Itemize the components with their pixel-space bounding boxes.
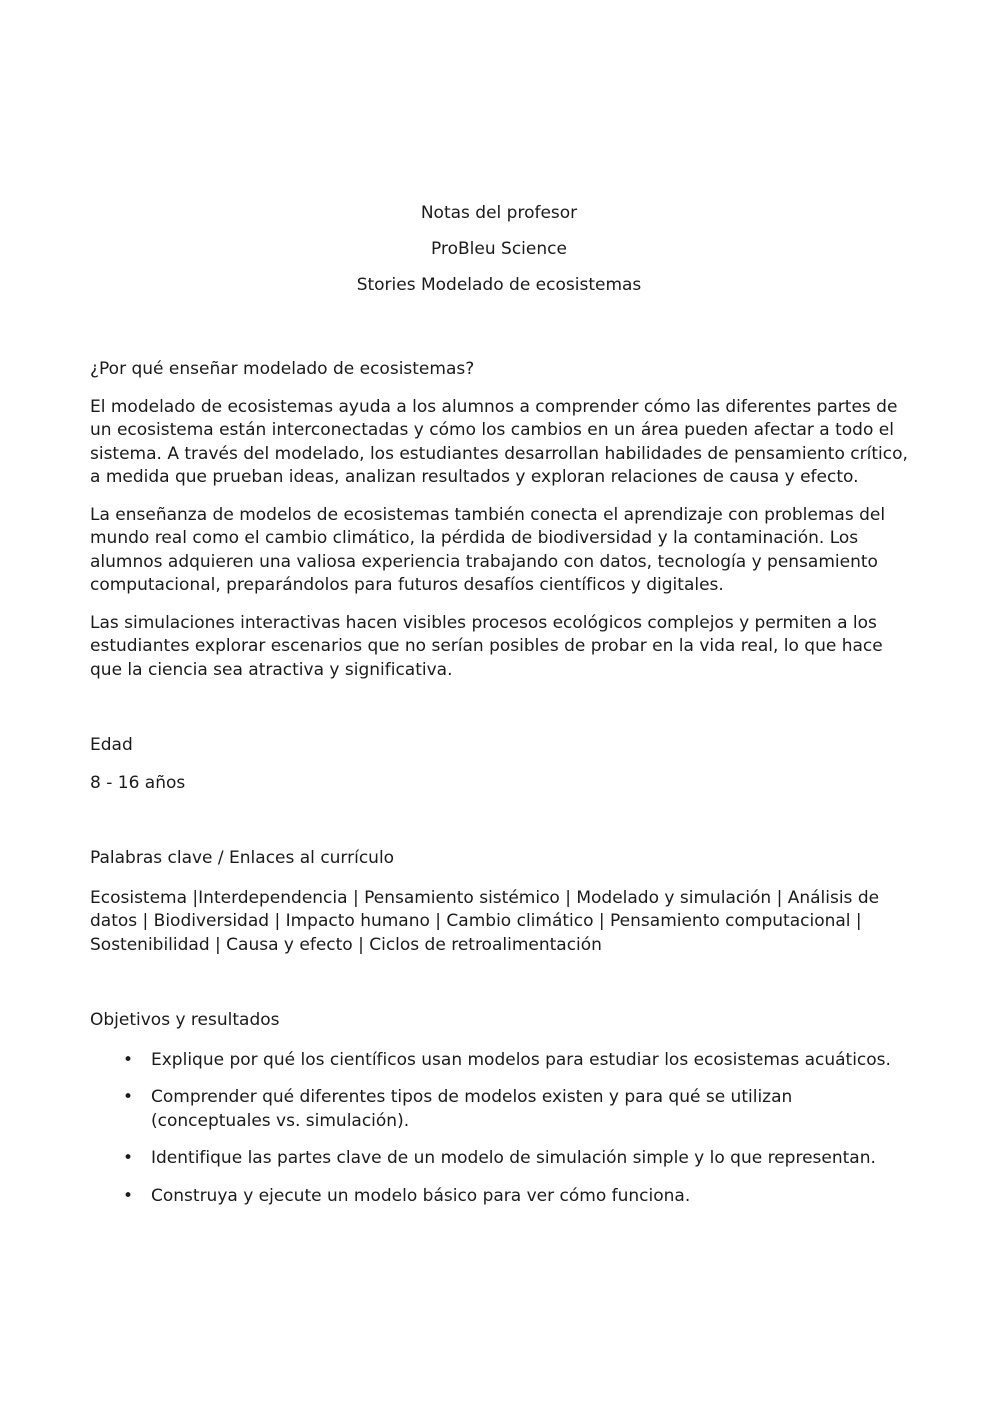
intro-paragraph-2: La enseñanza de modelos de ecosistemas también conecta el aprendizaje con problemas del mundo real como el cambio climático, la pérdida de biodiversidad y la contaminación. Los alumnos adquieren una valiosa experiencia trabajando con datos, tecnología y pensamiento computacional, preparándolos para futuros desafíos científicos y digitales.: [90, 504, 886, 595]
list-item: [90, 1086, 908, 1133]
keywords-heading: Palabras clave / Enlaces al currículo: [90, 848, 395, 868]
list-item: [90, 1049, 908, 1073]
header-line-brand: ProBleu Science: [431, 239, 567, 259]
objectives-list: [90, 1049, 908, 1209]
list-item: [90, 1185, 908, 1209]
header-line-subject: Stories Modelado de ecosistemas: [356, 275, 642, 295]
list-item-text: Construya y ejecute un modelo básico para ver cómo funciona.: [151, 1185, 691, 1206]
list-item-text: Identifique las partes clave de un modelo de simulación simple y lo que representan.: [151, 1148, 876, 1168]
list-item: [90, 1147, 908, 1171]
header-line-title: Notas del profesor: [420, 203, 578, 223]
bullet-icon: •: [123, 1087, 134, 1107]
intro-paragraph-1: El modelado de ecosistemas ayuda a los alumnos a comprender cómo las diferentes partes de un ecosistema están interconectadas y cómo los cambios en un área pueden afectar a todo el sistema. A través del modelado, los estudiantes desarrollan habilidades de pensamiento crítico, a medida que prueban ideas, analizan resultados y exploran relaciones de causa y efecto.: [90, 396, 908, 487]
age-value: 8 - 16 años: [90, 772, 186, 793]
age-heading: Edad: [90, 735, 133, 755]
bullet-icon: •: [123, 1148, 134, 1168]
bullet-icon: •: [123, 1185, 134, 1206]
list-item-text: Explique por qué los científicos usan modelos para estudiar los ecosistemas acuáticos.: [151, 1049, 891, 1070]
objectives-heading: Objetivos y resultados: [90, 1010, 280, 1030]
intro-paragraph-3: Las simulaciones interactivas hacen visibles procesos ecológicos complejos y permiten a los estudiantes explorar escenarios que no serían posibles de probar en la vida real, lo que hace que la ciencia sea atractiva y significativa.: [90, 612, 883, 680]
document-body: [90, 0, 908, 1208]
document-header: [90, 0, 908, 303]
intro-heading: ¿Por qué enseñar modelado de ecosistemas?: [90, 359, 475, 379]
bullet-icon: •: [123, 1049, 134, 1070]
list-item-text: Comprender qué diferentes tipos de modelos existen y para qué se utilizan (conceptuales vs. simulación).: [151, 1087, 793, 1131]
keywords-value: Ecosistema |Interdependencia | Pensamiento sistémico | Modelado y simulación | Análisis de datos | Biodiversidad | Impacto humano | Cambio climático | Pensamiento computacional | Sostenibilidad | Causa y efecto | Ciclos de retroalimentación: [90, 887, 880, 955]
